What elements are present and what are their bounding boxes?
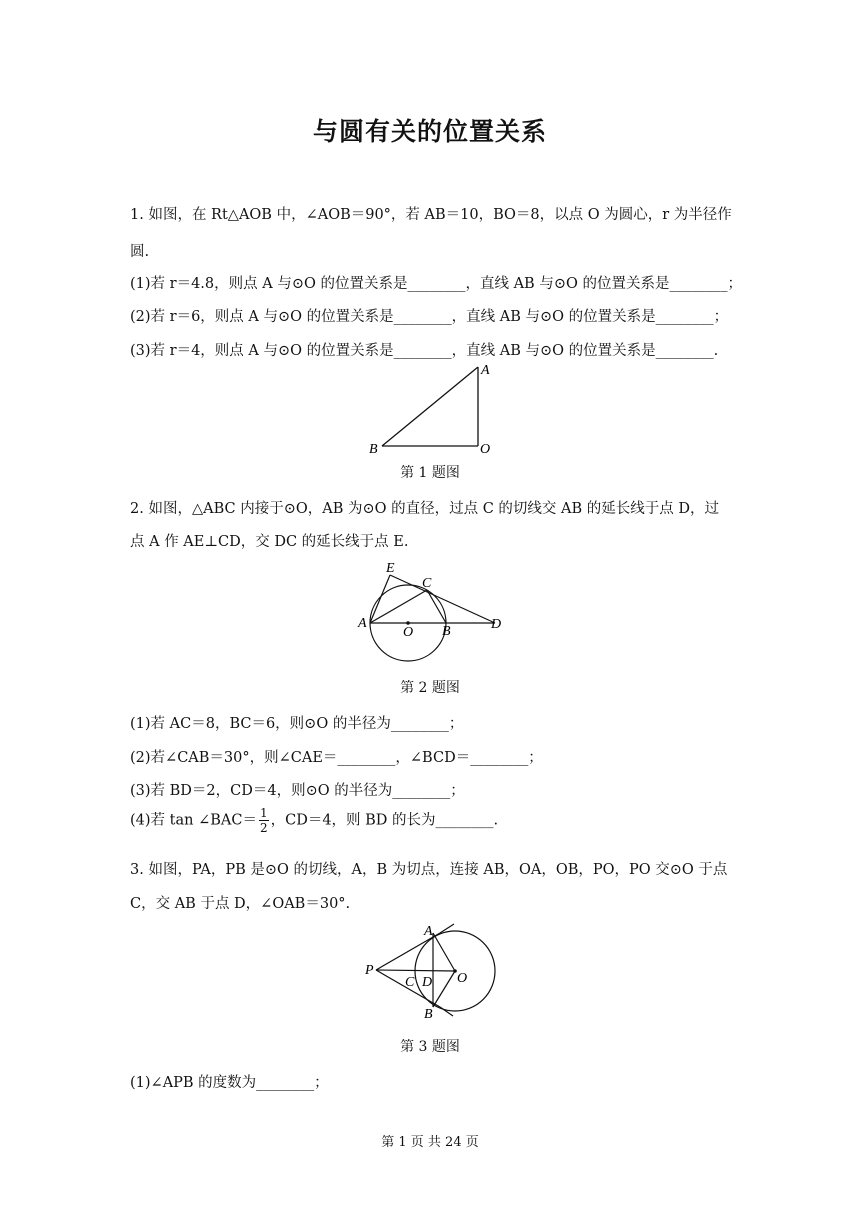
q2-segment-ac: [370, 590, 427, 623]
q2-label-e: E: [386, 561, 395, 576]
q2-caption: 第 2 题图: [400, 680, 460, 696]
q1-label-a: A: [481, 363, 490, 378]
page-title: 与圆有关的位置关系: [312, 117, 547, 146]
q2-segment-cb: [427, 590, 446, 623]
q2-stem-line1: 2. 如图，△ABC 内接于⊙O，AB 为⊙O 的直径，过点 C 的切线交 AB 的延长线于点 D，过: [130, 501, 720, 517]
q3-label-d: D: [422, 975, 433, 990]
q2-label-d: D: [491, 617, 502, 632]
q3-stem-line2: C，交 AB 于点 D，∠OAB＝30°.: [130, 896, 351, 912]
q1-segment-ab: [382, 367, 478, 446]
q2-part2: (2)若∠CAB＝30°，则∠CAE＝________，∠BCD＝________；: [130, 750, 543, 766]
q3-caption: 第 3 题图: [400, 1039, 460, 1055]
q2-fraction-denominator: 2: [259, 821, 268, 835]
q2-part3: (3)若 BD＝2，CD＝4，则⊙O 的半径为________；: [130, 783, 465, 799]
q1-caption: 第 1 题图: [400, 465, 460, 481]
q2-part4: [130, 807, 740, 834]
q3-label-a: A: [424, 924, 433, 939]
q2-part4-prefix: (4)若 tan ∠BAC＝: [130, 812, 257, 829]
q3-label-p: P: [365, 963, 374, 978]
q1-stem-line1: 1. 如图，在 Rt△AOB 中，∠AOB＝90°，若 AB＝10，BO＝8，以点 O 为圆心，r 为半径作: [130, 207, 732, 223]
q2-label-b: B: [442, 624, 451, 639]
q1-stem-line2: 圆.: [130, 244, 150, 260]
q2-part1: (1)若 AC＝8，BC＝6，则⊙O 的半径为________；: [130, 716, 464, 732]
q3-part1: (1)∠APB 的度数为________；: [130, 1075, 329, 1091]
q3-label-b: B: [424, 1007, 433, 1022]
q2-label-o: O: [403, 625, 414, 640]
q3-tangent-extension-b: [440, 1007, 453, 1016]
q3-segment-ob: [433, 971, 455, 1007]
q3-figure-tangents: [360, 918, 510, 1026]
q1-label-b: B: [369, 442, 378, 457]
q3-label-o: O: [457, 971, 468, 986]
q2-figure-circle: [350, 555, 510, 665]
q2-fraction: [259, 807, 269, 834]
q2-part4-suffix: ，CD＝4，则 BD 的长为________.: [270, 812, 499, 829]
q1-part2: (2)若 r＝6，则点 A 与⊙O 的位置关系是________，直线 AB 与⊙O 的位置关系是________；: [130, 309, 729, 325]
q2-segment-ae: [370, 575, 390, 623]
q3-label-c: C: [405, 975, 415, 990]
q1-label-o: O: [480, 442, 491, 457]
q1-part3: (3)若 r＝4，则点 A 与⊙O 的位置关系是________，直线 AB 与⊙O 的位置关系是________.: [130, 343, 719, 359]
q1-part1: (1)若 r＝4.8，则点 A 与⊙O 的位置关系是________，直线 AB 与⊙O 的位置关系是________；: [130, 276, 742, 292]
q1-figure-triangle: [360, 360, 510, 460]
q2-stem-line2: 点 A 作 AE⊥CD，交 DC 的延长线于点 E.: [130, 534, 409, 550]
q3-stem-line1: 3. 如图，PA，PB 是⊙O 的切线，A，B 为切点，连接 AB，OA，OB，PO，PO 交⊙O 于点: [130, 862, 728, 878]
q3-segment-po: [376, 970, 455, 971]
q2-label-a: A: [358, 616, 367, 631]
q2-label-c: C: [422, 576, 432, 591]
page-footer: 第 1 页 共 24 页: [381, 1135, 479, 1150]
q2-fraction-numerator: 1: [259, 806, 268, 820]
q3-segment-oa: [433, 933, 455, 971]
